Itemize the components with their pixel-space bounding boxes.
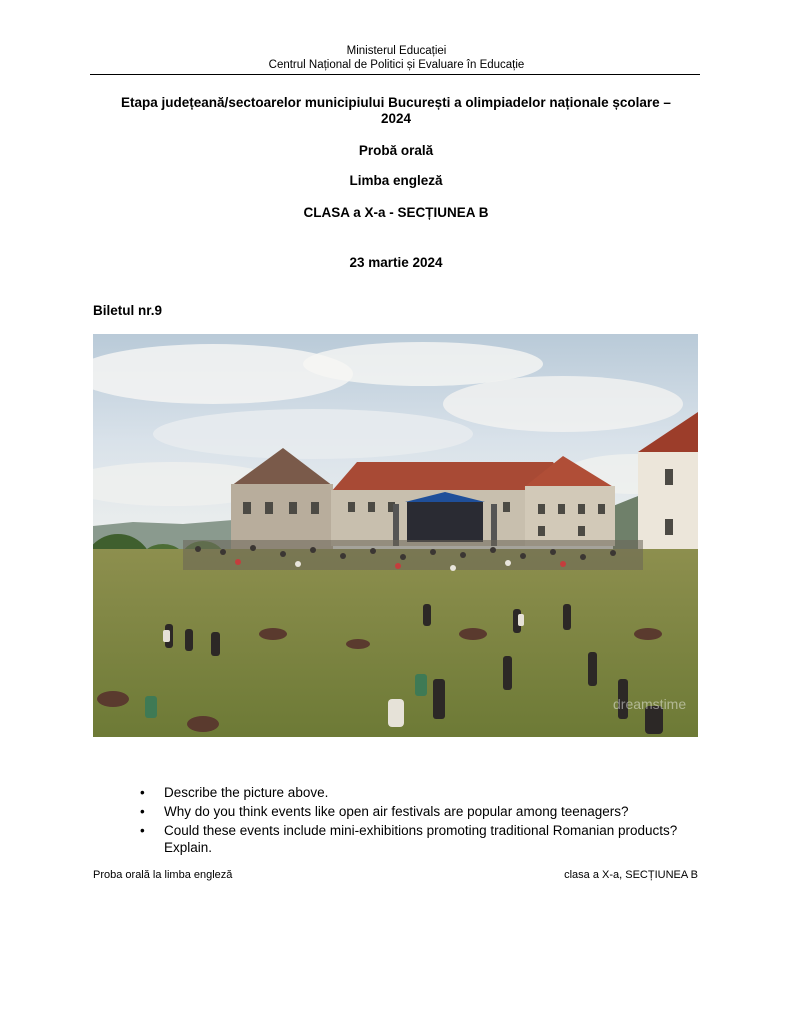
ticket-number: Biletul nr.9 — [93, 303, 163, 318]
list-item — [140, 784, 700, 801]
bullet-icon: • — [140, 785, 145, 800]
olympiad-title-line2: 2024 — [380, 111, 412, 126]
footer-subject: Proba orală la limba engleză — [93, 869, 233, 881]
bullet-icon: • — [140, 823, 145, 838]
photo-watermark: dreamstime — [613, 696, 687, 712]
center-name: Centrul Național de Politici și Evaluare în Educație — [268, 59, 525, 71]
question-text: Could these events include mini-exhibitions promoting traditional Romanian products? Explain. — [164, 823, 678, 855]
ministry-name: Ministerul Educației — [346, 45, 447, 57]
festival-photo — [93, 334, 698, 737]
footer-class: clasa a X-a, SECȚIUNEA B — [564, 869, 698, 881]
class-section: CLASA a X-a - SECȚIUNEA B — [303, 205, 489, 220]
question-list — [140, 784, 700, 858]
header-divider — [90, 74, 700, 75]
olympiad-title — [93, 95, 699, 127]
exam-date: 23 martie 2024 — [349, 255, 443, 270]
document-header — [93, 44, 700, 72]
subject-name: Limba engleză — [349, 173, 443, 188]
question-text: Why do you think events like open air festivals are popular among teenagers? — [164, 804, 629, 819]
list-item — [140, 822, 700, 856]
list-item — [140, 803, 700, 820]
olympiad-title-line1: Etapa județeană/sectoarelor municipiului București a olimpiadelor naționale școlare – — [121, 95, 671, 110]
exam-type: Probă orală — [358, 143, 434, 158]
question-text: Describe the picture above. — [164, 785, 329, 800]
bullet-icon: • — [140, 804, 145, 819]
